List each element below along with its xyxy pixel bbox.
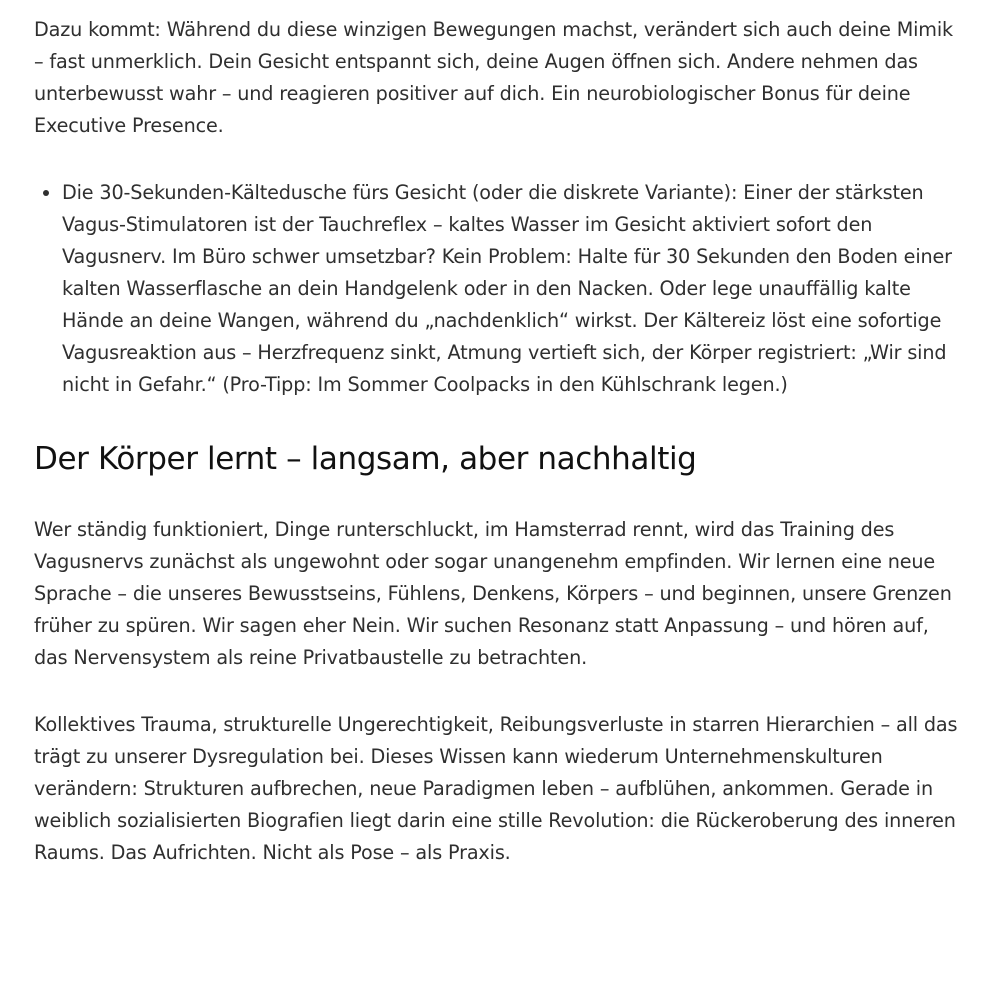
paragraph-body-2: Kollektives Trauma, strukturelle Ungerechtigkeit, Reibungsverluste in starren Hierarchien – all das trägt zu unserer Dysregulation bei. Dieses Wissen kann wiederum Unternehmenskulturen verändern: Strukturen aufbrechen, neue Paradigmen leben – aufblühen, ankommen. Gerade in weiblich sozialisierten Biografien liegt darin eine stille Revolution: die Rückeroberung des inneren Raums. Das Aufrichten. Nicht als Pose – als Praxis. xyxy=(34,713,958,864)
paragraph-body-1: Wer ständig funktioniert, Dinge runterschluckt, im Hamsterrad rennt, wird das Training des Vagusnervs zunächst als ungewohnt oder sogar unangenehm empfinden. Wir lernen eine neue Sprache – die unseres Bewusstseins, Fühlens, Denkens, Körpers – und beginnen, unsere Grenzen früher zu spüren. Wir sagen eher Nein. Wir suchen Resonanz statt Anpassung – und hören auf, das Nervensystem als reine Privatbaustelle zu betrachten. xyxy=(34,518,952,669)
bullet-item-cold-shower: • Die 30-Sekunden-Kältedusche fürs Gesicht (oder die diskrete Variante): Einer der stärksten Vagus-Stimulatoren ist der Tauchreflex – kaltes Wasser im Gesicht aktiviert sofort den Vagusnerv. Im Büro schwer umsetzbar? Kein Problem: Halte für 30 Sekunden den Boden einer kalten Wasserflasche an dein Handgelenk oder in den Nacken. Oder lege unauffällig kalte Hände an deine Wangen, während du „nachdenklich“ wirkst. Der Kältereiz löst eine sofortige Vagusreaktion aus – Herzfrequenz sinkt, Atmung vertieft sich, der Körper registriert: „Wir sind nicht in Gefahr.“ (Pro-Tipp: Im Sommer Coolpacks in den Kühlschrank legen.) xyxy=(62,177,962,401)
bullet-list xyxy=(34,177,962,401)
paragraph-intro: Dazu kommt: Während du diese winzigen Bewegungen machst, verändert sich auch deine Mimik – fast unmerklich. Dein Gesicht entspannt sich, deine Augen öffnen sich. Andere nehmen das unterbewusst wahr – und reagieren positiver auf dich. Ein neurobiologischer Bonus für deine Executive Presence. xyxy=(34,18,953,137)
section-heading: Der Körper lernt – langsam, aber nachhaltig xyxy=(34,441,697,477)
